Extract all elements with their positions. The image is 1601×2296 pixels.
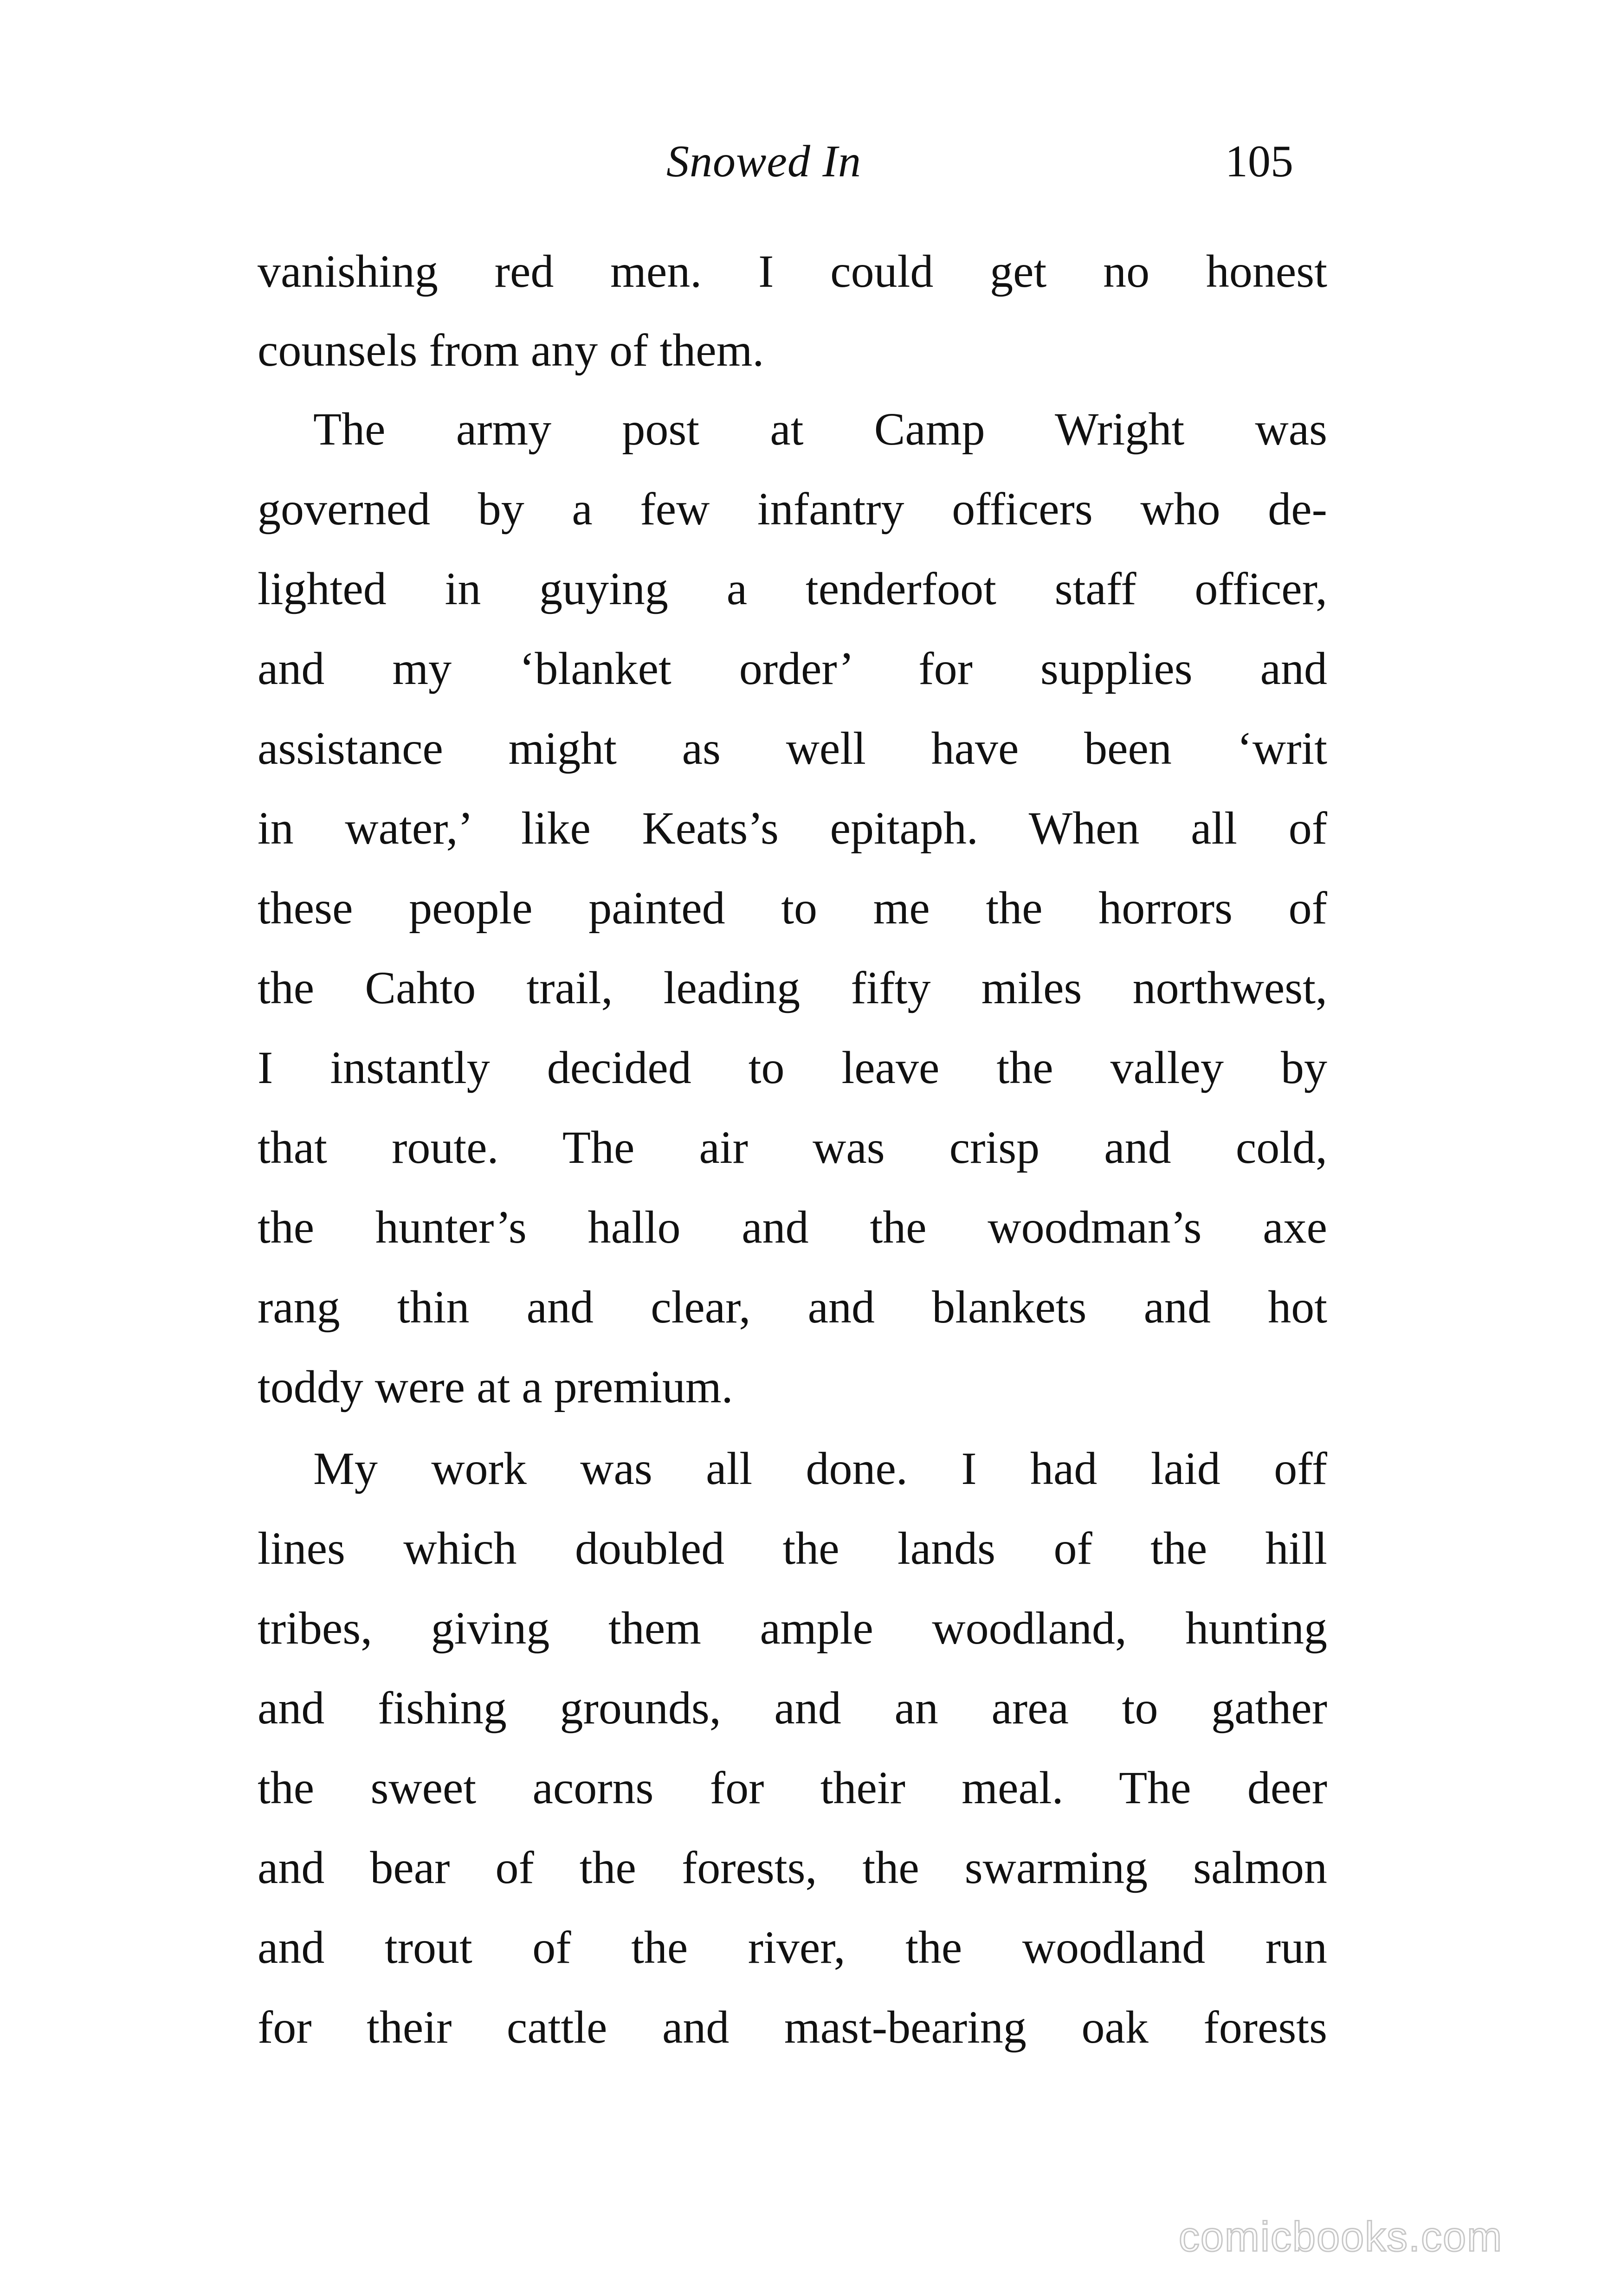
text-line: counsels from any of them.: [258, 324, 764, 376]
text-line: lighted in guying a tenderfoot staff officer,: [258, 563, 1327, 614]
page-number: 105: [1225, 136, 1293, 187]
running-header-title: Snowed In: [666, 136, 861, 187]
text-line: I instantly decided to leave the valley by: [258, 1042, 1327, 1093]
watermark: comicbooks.com: [1179, 2214, 1503, 2260]
text-line: toddy were at a premium.: [258, 1361, 733, 1412]
text-line: assistance might as well have been ‘writ: [258, 722, 1327, 774]
text-line: and my ‘blanket order’ for supplies and: [258, 643, 1327, 694]
text-line: governed by a few infantry officers who de-: [258, 483, 1327, 535]
text-line: rang thin and clear, and blankets and hot: [258, 1281, 1327, 1333]
text-line: and bear of the forests, the swarming salmon: [258, 1842, 1327, 1893]
text-line: the hunter’s hallo and the woodman’s axe: [258, 1201, 1327, 1253]
text-line: these people painted to me the horrors of: [258, 882, 1327, 934]
text-line: the Cahto trail, leading fifty miles northwest,: [258, 962, 1327, 1013]
text-line: vanishing red men. I could get no honest: [258, 245, 1327, 297]
text-line: lines which doubled the lands of the hill: [258, 1522, 1327, 1574]
text-line: My work was all done. I had laid off: [313, 1443, 1327, 1494]
text-line: the sweet acorns for their meal. The deer: [258, 1762, 1327, 1813]
text-line: in water,’ like Keats’s epitaph. When all of: [258, 802, 1327, 854]
text-line: The army post at Camp Wright was: [313, 403, 1327, 455]
text-line: for their cattle and mast-bearing oak forests: [258, 2001, 1327, 2053]
text-line: and fishing grounds, and an area to gather: [258, 1682, 1327, 1734]
text-line: that route. The air was crisp and cold,: [258, 1122, 1327, 1173]
text-line: tribes, giving them ample woodland, hunting: [258, 1602, 1327, 1654]
text-line: and trout of the river, the woodland run: [258, 1922, 1327, 1973]
